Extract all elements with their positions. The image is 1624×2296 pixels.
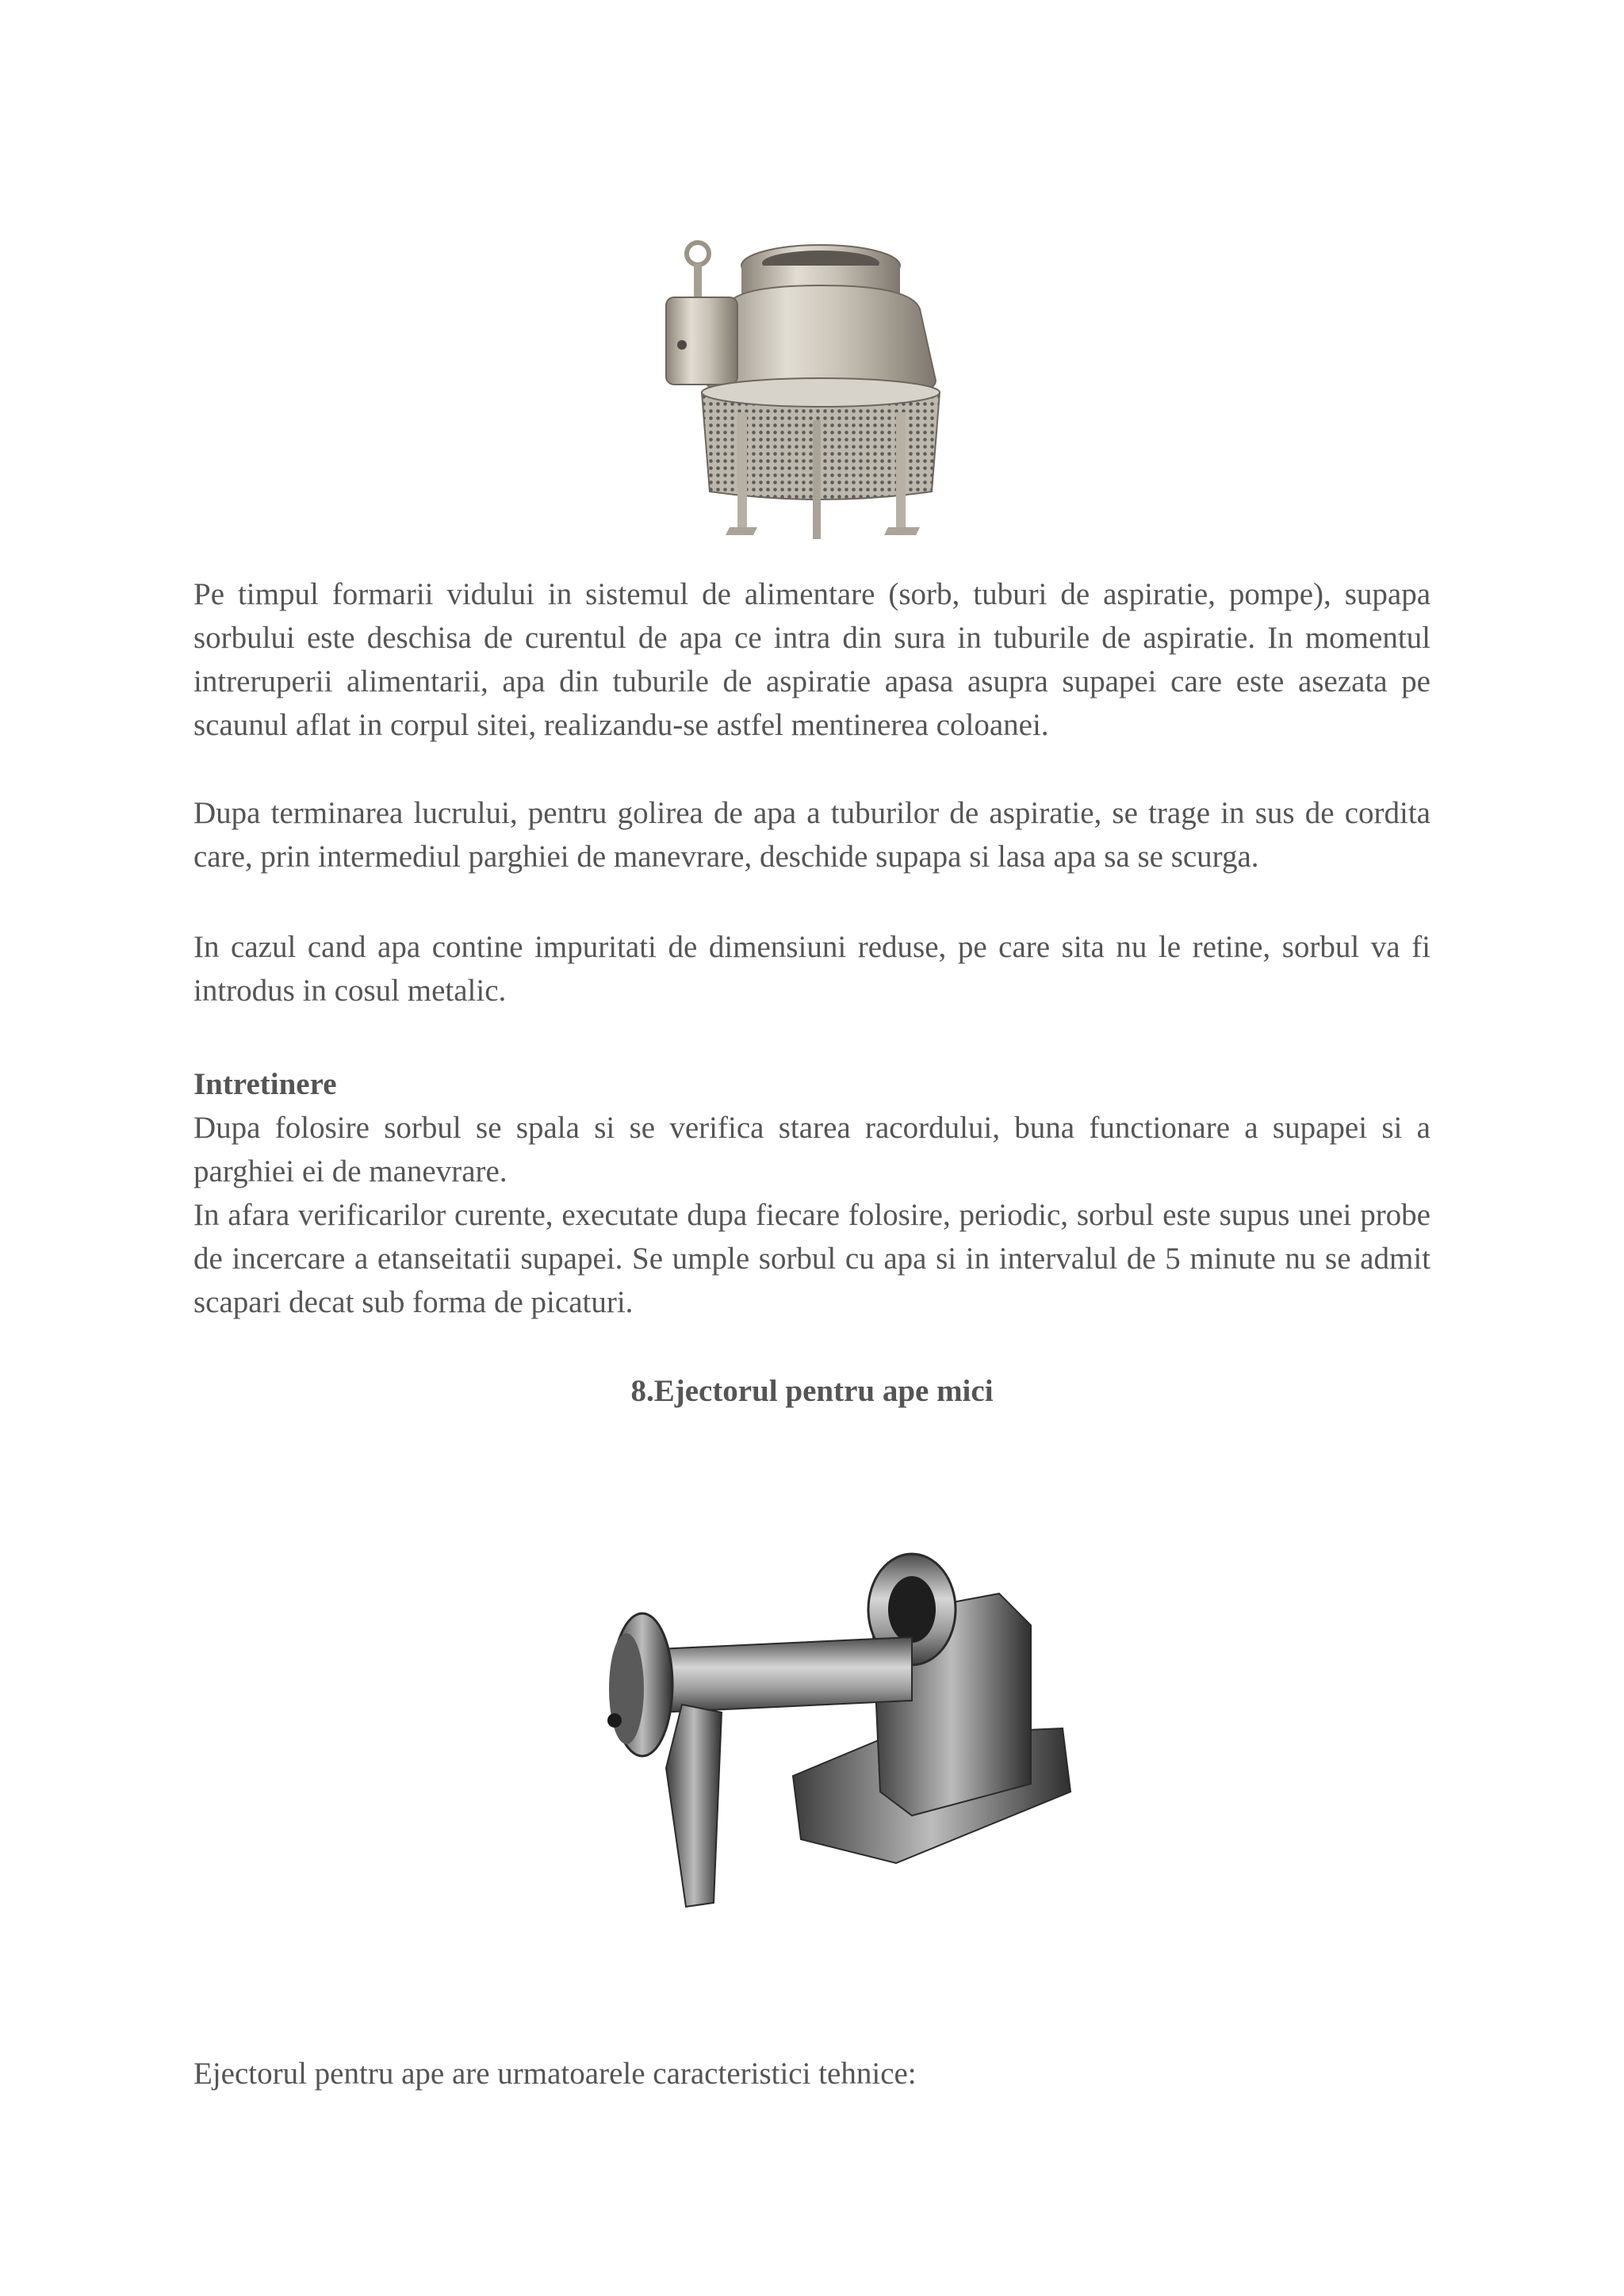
maintenance-heading: Intretinere	[193, 1067, 337, 1101]
closing-paragraph: Ejectorul pentru ape are urmatoarele caracteristici tehnice:	[193, 2057, 917, 2091]
maintenance-paragraph-2: In afara verificarilor curente, executate dupa fiecare folosire, periodic, sorbul este supus unei probe de incercare a etanseitatii supapei. Se umple sorbul cu apa si in intervalul de 5 minute nu se admit scapari decat sub forma de picaturi.	[193, 1198, 1431, 1319]
paragraph-vacuum-formation: Pe timpul formarii vidului in sistemul de alimentare (sorb, tuburi de aspiratie, pompe), supapa sorbului este deschisa de curentul de apa ce intra din sura in tuburile de aspiratie. In momentul intreruperii alimentarii, apa din tuburile de aspiratie apasa asupra supapei care este asezata pe scaunul aflat in corpul sitei, realizandu-se astfel mentinerea coloanei.	[193, 577, 1431, 742]
suction-strainer-image	[650, 222, 967, 555]
maintenance-section	[193, 1062, 1431, 1324]
maintenance-paragraph-1: Dupa folosire sorbul se spala si se verifica starea racordului, buna functionare a supapei si a parghiei ei de manevrare.	[193, 1111, 1431, 1188]
ejector-image	[555, 1530, 1078, 1974]
paragraph-draining: Dupa terminarea lucrului, pentru golirea de apa a tuburilor de aspiratie, se trage in sus de cordita care, prin intermediul parghiei de manevrare, deschide supapa si lasa apa sa se scurga.	[193, 796, 1431, 874]
paragraph-impurities: In cazul cand apa contine impuritati de dimensiuni reduse, pe care sita nu le retine, sorbul va fi introdus in cosul metalic.	[193, 930, 1431, 1008]
section-title: 8.Ejectorul pentru ape mici	[630, 1374, 994, 1408]
